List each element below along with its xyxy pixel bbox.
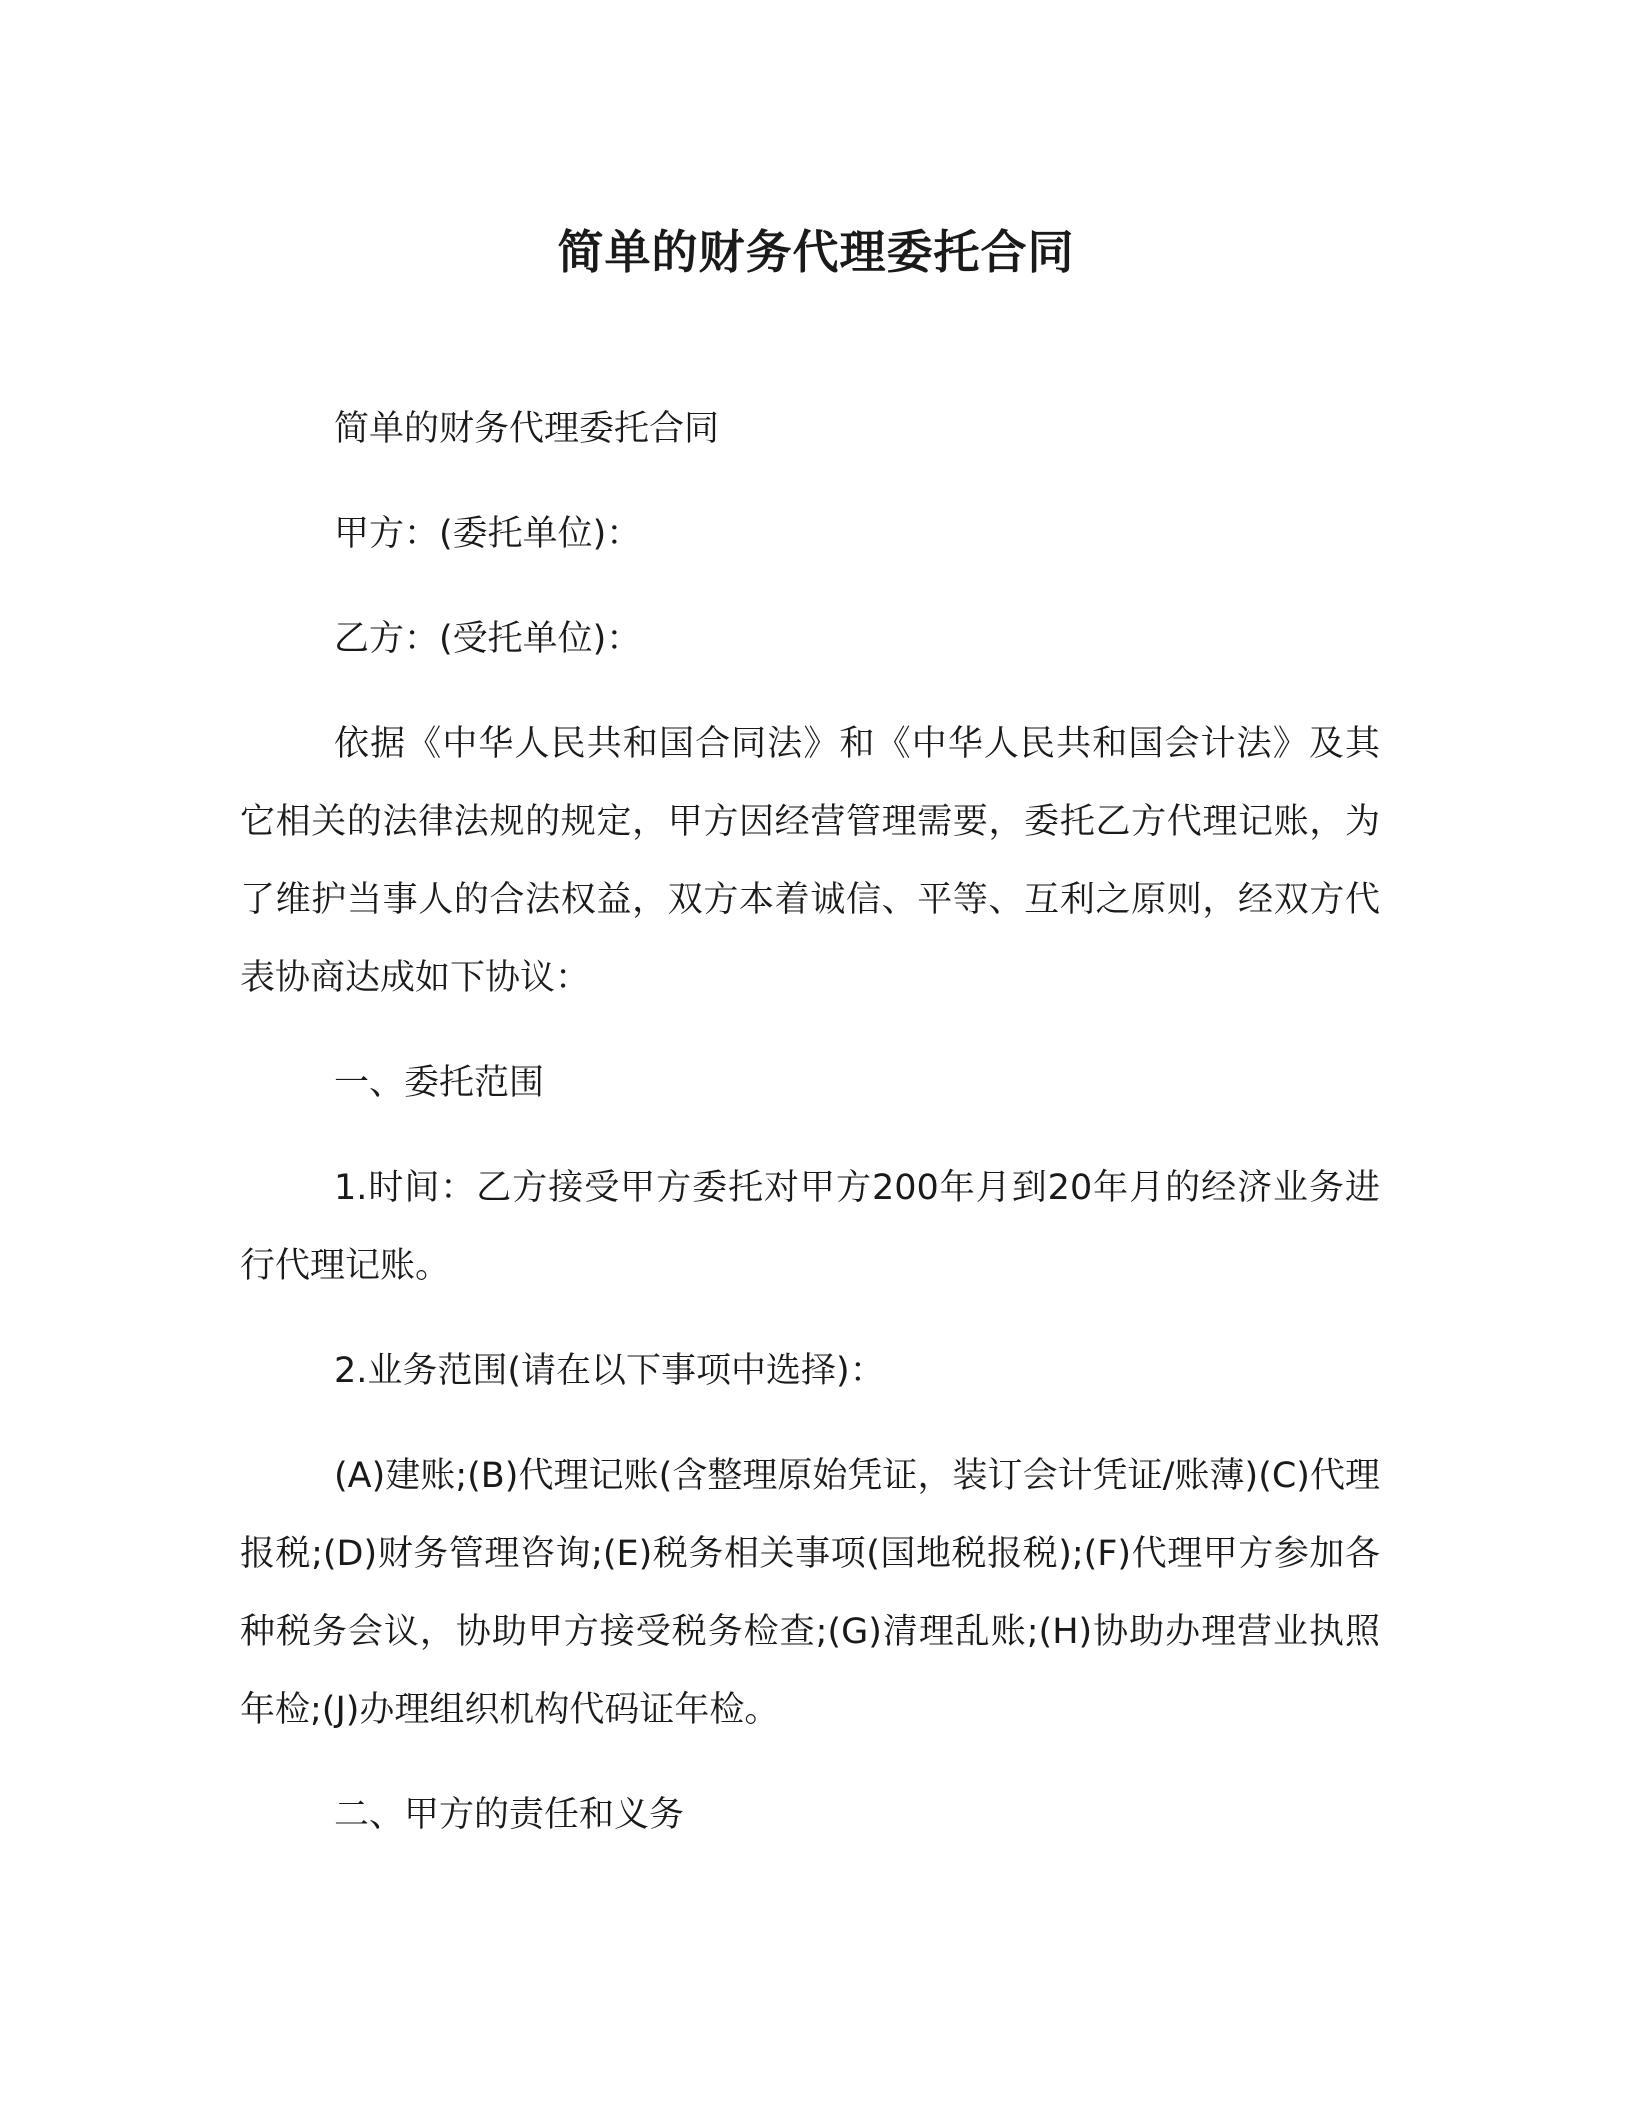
paragraph-subtitle: 简单的财务代理委托合同 [334,409,720,449]
paragraph-scope-options: (A)建账;(B)代理记账(含整理原始凭证，装订会计凭证/账薄)(C)代理报税;(D)财务管理咨询;(E)税务相关事项(国地税报税);(F)代理甲方参加各种税务会议，协助甲方接受税务检查;(G)清理乱账;(H)协助办理营业执照年检;(J)办理组织机构代码证年检。 [240,1456,1380,1730]
paragraph-party-a: 甲方：(委托单位)： [334,514,642,554]
paragraph-preamble: 依据《中华人民共和国合同法》和《中华人民共和国会计法》及其它相关的法律法规的规定，甲方因经营管理需要，委托乙方代理记账，为了维护当事人的合法权益，双方本着诚信、平等、互利之原则，经双方代表协商达成如下协议： [240,724,1380,998]
document-title: 简单的财务代理委托合同 [557,225,1075,279]
section-heading-scope: 一、委托范围 [334,1063,545,1103]
paragraph-party-b: 乙方：(受托单位)： [334,619,642,659]
section-heading-party-a-duties: 二、甲方的责任和义务 [334,1795,685,1835]
paragraph-time: 1.时间：乙方接受甲方委托对甲方200年月到20年月的经济业务进行代理记账。 [240,1168,1380,1286]
document-body [240,390,1380,1881]
paragraph-business-scope: 2.业务范围(请在以下事项中选择)： [334,1351,885,1391]
